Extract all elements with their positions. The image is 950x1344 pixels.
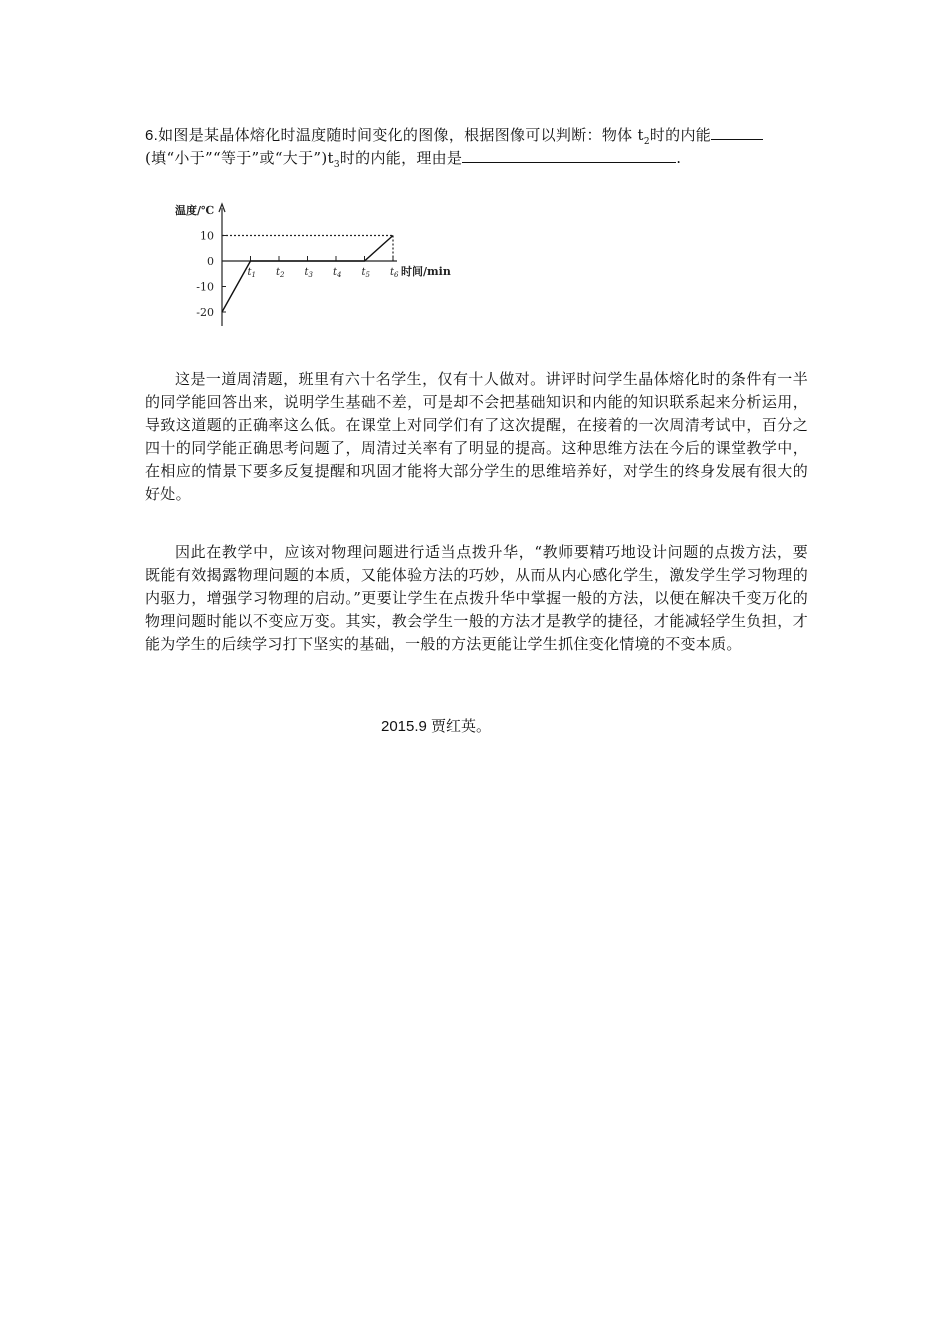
y-tick-label: 10 <box>200 229 214 243</box>
x-axis-label: 时间/min <box>401 265 451 278</box>
x-tick-label: $t_5$ <box>361 267 370 279</box>
y-tick-label: -20 <box>196 306 214 319</box>
y-tick-label: -10 <box>196 280 214 294</box>
x-tick-label: $t_1$ <box>247 267 256 279</box>
question-text-b: 时的内能 <box>649 126 712 144</box>
paragraph-1: 这是一道周清题，班里有六十名学生，仅有十人做对。讲评时问学生晶体熔化时的条件有一半的同学能回答出来，说明学生基础不差，可是却不会把基础知识和内能的知识联系起来分析运用，导致这道题的正确率这么低。在课堂上对同学们有了这次提醒，在接着的一次周清考试中，百分之四十的同学能正确思考问题了，周清过关率有了明显的提高。这种思维方法在今后的课堂教学中，在相应的情景下要多反复提醒和巩固才能将大部分学生的思维培养好，对学生的终身发展有很大的好处。 <box>145 370 808 503</box>
question-text-d: 时的内能，理由是 <box>339 149 463 167</box>
question-end: . <box>676 149 682 167</box>
question-6 <box>145 124 808 170</box>
x-tick-label: $t_3$ <box>304 267 313 279</box>
x-tick-label: $t_6$ <box>390 267 399 279</box>
question-number: 6. <box>145 127 159 144</box>
signature: 2015.9 贾红英。 <box>381 718 492 735</box>
subscript-2: 2 <box>643 137 650 147</box>
answer-blank-2 <box>462 148 676 163</box>
x-tick-label: $t_4$ <box>333 267 342 279</box>
y-axis-label: 温度/℃ <box>175 204 215 217</box>
paragraph-2: 因此在教学中，应该对物理问题进行适当点拨升华，“教师要精巧地设计问题的点拨方法，要既能有效揭露物理问题的本质，又能体验方法的巧妙，从而从内心感化学生，激发学生学习物理的内驱力，增强学习物理的启动。”更要让学生在点拨升华中掌握一般的方法，以便在解决千变万化的物理问题时能以不变应万变。其实，教会学生一般的方法才是教学的捷径，才能减轻学生负担，才能为学生的后续学习打下坚实的基础，一般的方法更能让学生抓住变化情境的不变本质。 <box>145 543 808 653</box>
question-text-a: 如图是某晶体熔化时温度随时间变化的图像，根据图像可以判断：物体 t <box>158 126 644 144</box>
y-tick-label: 0 <box>207 255 214 268</box>
x-tick-label: $t_2$ <box>276 267 285 279</box>
temperature-time-chart <box>170 196 460 331</box>
subscript-3: 3 <box>333 160 340 170</box>
question-text-c: (填“小于”“等于”或“大于”)t <box>145 149 334 167</box>
answer-blank-1 <box>711 125 763 140</box>
